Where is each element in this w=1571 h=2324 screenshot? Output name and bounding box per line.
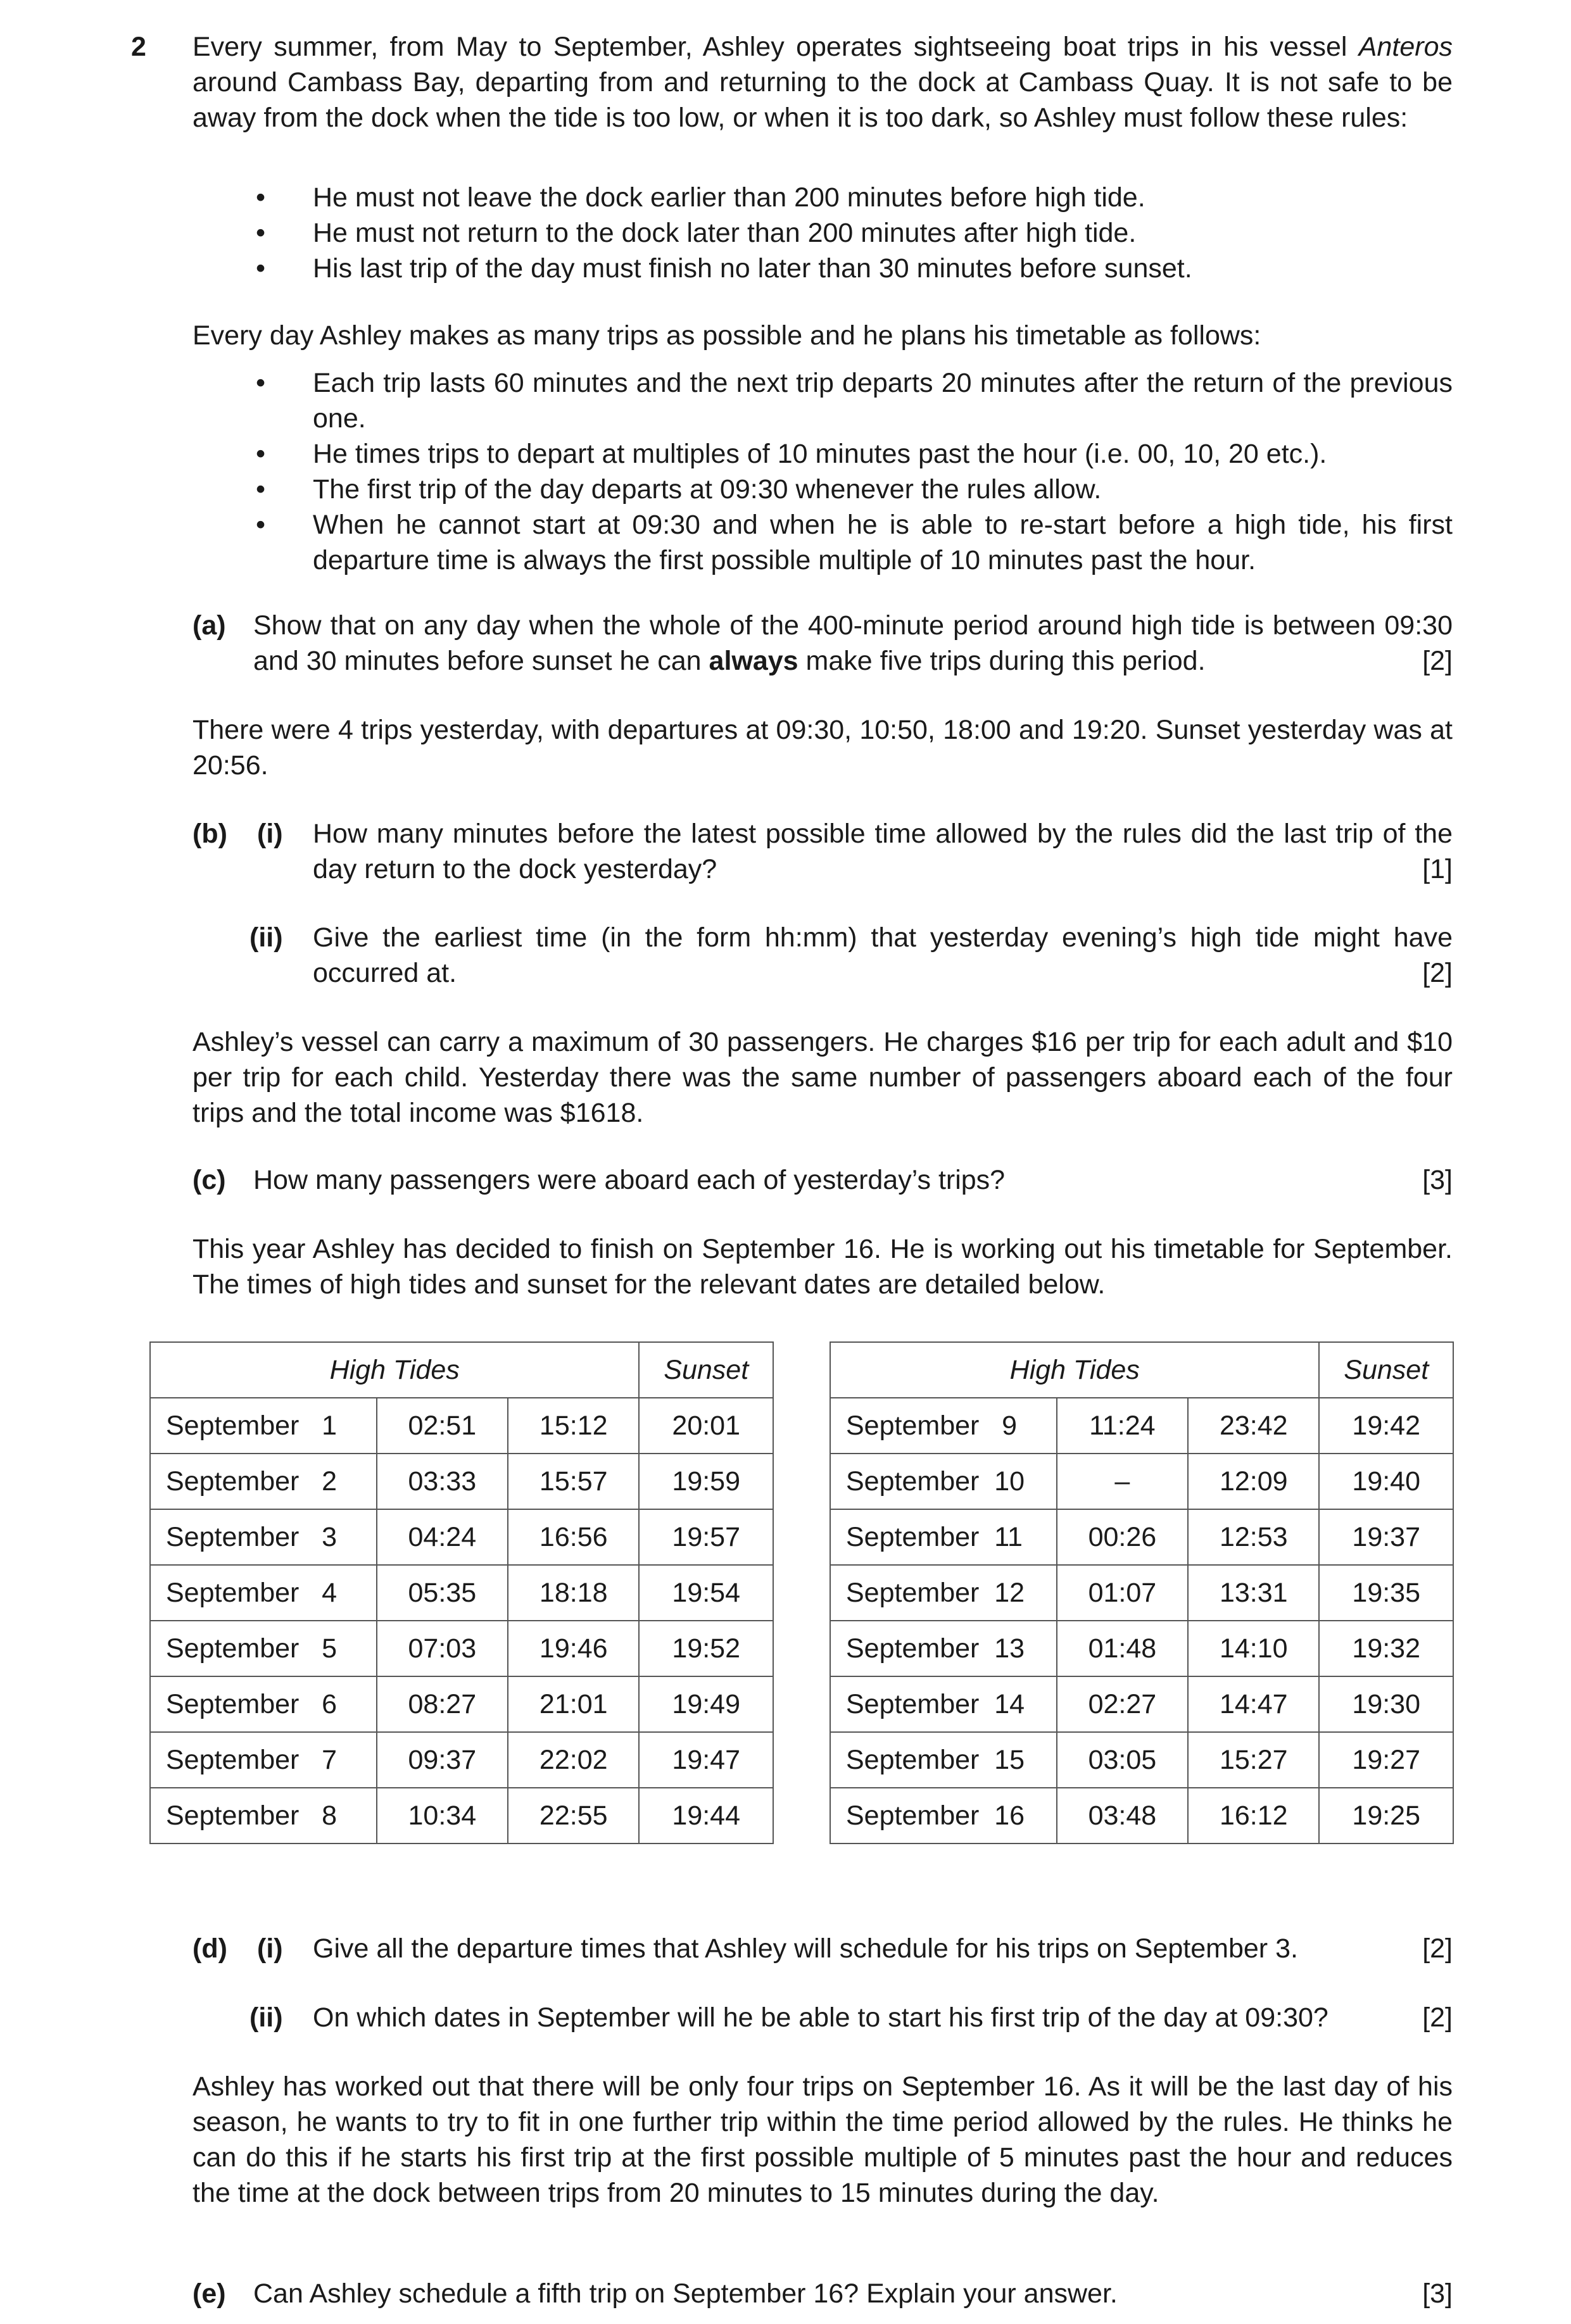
table-row (150, 1509, 773, 1565)
tide-2-cell: 19:46 (508, 1621, 639, 1676)
sunset-cell: 19:57 (639, 1509, 773, 1565)
part-a-bold: always (709, 646, 798, 676)
date-cell: September 11 (830, 1509, 1057, 1565)
date-cell: September 7 (150, 1732, 377, 1788)
part-a-text-2: make five trips during this period. (798, 646, 1206, 676)
table-row (830, 1565, 1453, 1621)
tide-1-cell: 03:33 (377, 1454, 508, 1509)
tide-1-cell: 07:03 (377, 1621, 508, 1676)
part-c-marks: [3] (1422, 1165, 1453, 1195)
table-row (830, 1454, 1453, 1509)
date-cell: September 6 (150, 1676, 377, 1732)
tide-1-cell: 11:24 (1057, 1398, 1188, 1454)
sunset-cell: 19:35 (1319, 1565, 1453, 1621)
part-a-text (253, 608, 1453, 679)
part-b-i (192, 816, 1453, 892)
part-d-i-label: (i) (257, 1933, 283, 1964)
table-header-row (150, 1342, 773, 1398)
sunset-cell: 19:44 (639, 1788, 773, 1843)
tide-1-cell: 04:24 (377, 1509, 508, 1565)
sunset-cell: 19:47 (639, 1732, 773, 1788)
tide-2-cell: 18:18 (508, 1565, 639, 1621)
tide-2-cell: 22:02 (508, 1732, 639, 1788)
tide-2-cell: 12:53 (1188, 1509, 1319, 1565)
plan-item: • He times trips to depart at multiples of 10 minutes past the hour (i.e. 00, 10, 20 etc.). (192, 436, 1453, 472)
sunset-header: Sunset (1319, 1342, 1453, 1398)
tide-2-cell: 12:09 (1188, 1454, 1319, 1509)
sunset-cell: 19:32 (1319, 1621, 1453, 1676)
part-d-label: (d) (192, 1933, 227, 1964)
sunset-cell: 19:25 (1319, 1788, 1453, 1843)
table-row (830, 1676, 1453, 1732)
plan-list (192, 365, 1453, 578)
sunset-cell: 19:59 (639, 1454, 773, 1509)
rule-item: • He must not return to the dock later than 200 minutes after high tide. (192, 215, 1453, 251)
sunset-cell: 19:42 (1319, 1398, 1453, 1454)
tide-table-right (830, 1341, 1454, 1844)
part-d-i-marks: [2] (1422, 1933, 1453, 1964)
tide-2-cell: 13:31 (1188, 1565, 1319, 1621)
tide-1-cell: 10:34 (377, 1788, 508, 1843)
tide-1-cell: 01:07 (1057, 1565, 1188, 1621)
vessel-name: Anteros (1358, 32, 1453, 62)
high-tides-header: High Tides (830, 1342, 1319, 1398)
sunset-cell: 20:01 (639, 1398, 773, 1454)
plan-item: • The first trip of the day departs at 09:30 whenever the rules allow. (192, 472, 1453, 507)
table-header-row (830, 1342, 1453, 1398)
part-b-i-label: (i) (257, 819, 283, 849)
date-cell: September 16 (830, 1788, 1057, 1843)
tide-2-cell: 22:55 (508, 1788, 639, 1843)
rule-item: • His last trip of the day must finish no later than 30 minutes before sunset. (192, 251, 1453, 286)
tide-1-cell: 02:51 (377, 1398, 508, 1454)
intro-text-cont: around Cambass Bay, departing from and returning to the dock at Cambass Quay. It is not safe to be away from the dock when the tide is too low, or when it is too dark, so Ashley must follow these rules: (192, 67, 1453, 133)
sunset-cell: 19:52 (639, 1621, 773, 1676)
passengers-paragraph: Ashley’s vessel can carry a maximum of 30 passengers. He charges $16 per trip for each adult and $10 per trip for each child. Yesterday there was the same number of passengers aboard each of the four trips and the total income was $1618. (192, 1027, 1453, 1128)
tide-2-cell: 16:12 (1188, 1788, 1319, 1843)
table-row (150, 1621, 773, 1676)
table-row (150, 1676, 773, 1732)
part-b-ii-question: Give the earliest time (in the form hh:mm) that yesterday evening’s high tide might have occurred at. (313, 922, 1453, 988)
part-d-ii-label: (ii) (249, 2002, 283, 2033)
tide-1-cell: 05:35 (377, 1565, 508, 1621)
table-row (150, 1732, 773, 1788)
part-b-ii-label: (ii) (249, 922, 283, 953)
date-cell: September 14 (830, 1676, 1057, 1732)
tide-2-cell: 15:57 (508, 1454, 639, 1509)
tide-2-cell: 21:01 (508, 1676, 639, 1732)
tide-1-cell: 00:26 (1057, 1509, 1188, 1565)
date-cell: September 5 (150, 1621, 377, 1676)
date-cell: September 13 (830, 1621, 1057, 1676)
tide-1-cell: 02:27 (1057, 1676, 1188, 1732)
part-a-marks: [2] (1422, 646, 1453, 676)
intro-text: Every summer, from May to September, Ashley operates sightseeing boat trips in his vessel (192, 32, 1359, 62)
part-d-ii (192, 2000, 1453, 2038)
part-e-label: (e) (192, 2278, 226, 2309)
date-cell: September 2 (150, 1454, 377, 1509)
tide-table-left (149, 1341, 774, 1844)
tide-2-cell: 23:42 (1188, 1398, 1319, 1454)
sunset-cell: 19:49 (639, 1676, 773, 1732)
tide-1-cell: – (1057, 1454, 1188, 1509)
tide-1-cell: 08:27 (377, 1676, 508, 1732)
plan-item: • Each trip lasts 60 minutes and the next trip departs 20 minutes after the return of the previous one. (192, 365, 1453, 436)
date-cell: September 4 (150, 1565, 377, 1621)
date-cell: September 12 (830, 1565, 1057, 1621)
part-b-ii (192, 920, 1453, 996)
part-e-text: Can Ashley schedule a fifth trip on September 16? Explain your answer. (253, 2278, 1118, 2309)
sunset-header: Sunset (639, 1342, 773, 1398)
table-row (150, 1788, 773, 1843)
table-row (830, 1509, 1453, 1565)
part-c-text: How many passengers were aboard each of yesterday’s trips? (253, 1165, 1006, 1195)
tide-1-cell: 03:05 (1057, 1732, 1188, 1788)
question-number: 2 (131, 32, 146, 62)
part-e-marks: [3] (1422, 2278, 1453, 2309)
part-a-label: (a) (192, 610, 226, 641)
sunset-cell: 19:40 (1319, 1454, 1453, 1509)
intro-paragraph (192, 29, 1453, 135)
date-cell: September 9 (830, 1398, 1057, 1454)
part-a (192, 608, 1453, 679)
date-cell: September 8 (150, 1788, 377, 1843)
table-row (830, 1788, 1453, 1843)
part-d-i-text: Give all the departure times that Ashley will schedule for his trips on September 3. (313, 1933, 1298, 1964)
rules-list (192, 180, 1453, 286)
yesterday-paragraph: There were 4 trips yesterday, with departures at 09:30, 10:50, 18:00 and 19:20. Sunset yesterday was at 20:56. (192, 715, 1453, 781)
part-b-i-question: How many minutes before the latest possible time allowed by the rules did the last trip of the day return to the dock yesterday? (313, 819, 1453, 884)
final-paragraph: Ashley has worked out that there will be only four trips on September 16. As it will be the last day of his season, he wants to try to fit in one further trip within the time period allowed by the rules. He thinks he can do this if he starts his first trip at the first possible multiple of 5 minutes past the hour and reduces the time at the dock between trips from 20 minutes to 15 minutes during the day. (192, 2071, 1453, 2208)
part-c (192, 1162, 1453, 1200)
tide-1-cell: 09:37 (377, 1732, 508, 1788)
table-row (150, 1454, 773, 1509)
tide-2-cell: 15:27 (1188, 1732, 1319, 1788)
part-c-label: (c) (192, 1165, 226, 1195)
date-cell: September 15 (830, 1732, 1057, 1788)
table-row (830, 1621, 1453, 1676)
sunset-cell: 19:54 (639, 1565, 773, 1621)
part-b-i-text (313, 816, 1453, 887)
table-row (830, 1732, 1453, 1788)
table-row (150, 1398, 773, 1454)
september-intro: This year Ashley has decided to finish on September 16. He is working out his timetable for September. The times of high tides and sunset for the relevant dates are detailed below. (192, 1234, 1453, 1300)
part-b-ii-text (313, 920, 1453, 991)
plan-item: • When he cannot start at 09:30 and when he is able to re-start before a high tide, his first departure time is always the first possible multiple of 10 minutes past the hour. (192, 507, 1453, 578)
table-row (830, 1398, 1453, 1454)
tide-2-cell: 14:10 (1188, 1621, 1319, 1676)
part-e (192, 2276, 1453, 2314)
part-b-label: (b) (192, 819, 227, 849)
tide-2-cell: 14:47 (1188, 1676, 1319, 1732)
date-cell: September 1 (150, 1398, 377, 1454)
sunset-cell: 19:30 (1319, 1676, 1453, 1732)
part-b-i-marks: [1] (1422, 854, 1453, 884)
tide-2-cell: 16:56 (508, 1509, 639, 1565)
rule-item: • He must not leave the dock earlier than 200 minutes before high tide. (192, 180, 1453, 215)
tide-1-cell: 01:48 (1057, 1621, 1188, 1676)
sunset-cell: 19:37 (1319, 1509, 1453, 1565)
plan-intro: Every day Ashley makes as many trips as possible and he plans his timetable as follows: (192, 320, 1261, 351)
tide-1-cell: 03:48 (1057, 1788, 1188, 1843)
date-cell: September 3 (150, 1509, 377, 1565)
table-row (150, 1565, 773, 1621)
part-b-ii-marks: [2] (1422, 958, 1453, 988)
part-a-text-1: Show that on any day when the whole of the 400-minute period around high tide is between 09:30 and 30 minutes before sunset he can (253, 610, 1453, 676)
sunset-cell: 19:27 (1319, 1732, 1453, 1788)
part-d-i (192, 1931, 1453, 1969)
part-d-ii-text: On which dates in September will he be able to start his first trip of the day at 09:30? (313, 2002, 1328, 2033)
date-cell: September 10 (830, 1454, 1057, 1509)
tide-2-cell: 15:12 (508, 1398, 639, 1454)
high-tides-header: High Tides (150, 1342, 639, 1398)
part-d-ii-marks: [2] (1422, 2002, 1453, 2033)
